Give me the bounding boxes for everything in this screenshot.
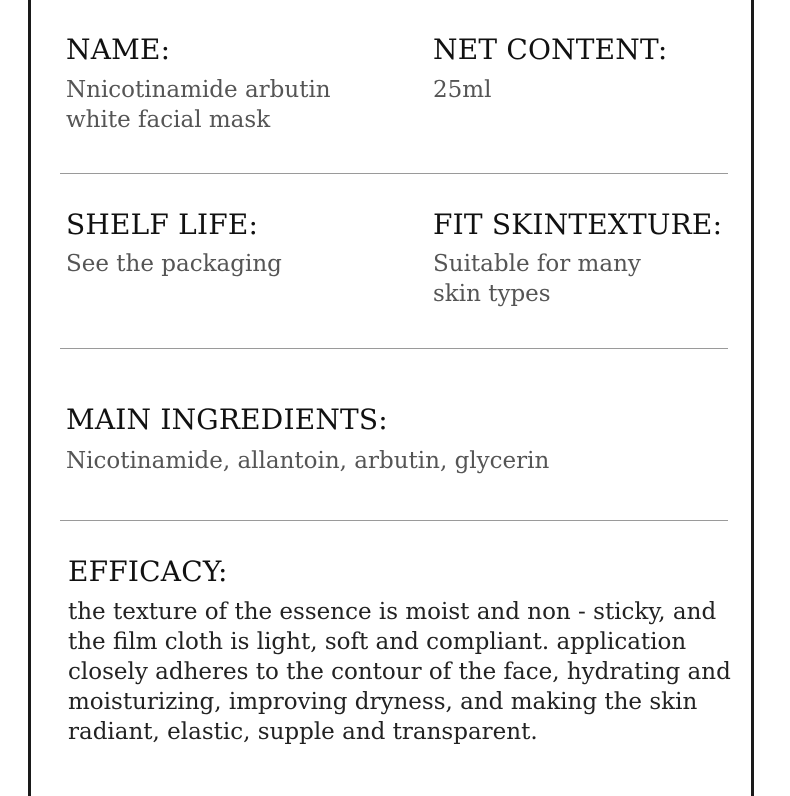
net-content-value: 25ml xyxy=(433,77,492,103)
main-ingredients-label: MAIN INGREDIENTS: xyxy=(66,403,388,436)
efficacy-label: EFFICACY: xyxy=(68,555,228,588)
divider-3 xyxy=(60,520,728,521)
fit-skin-texture-value: Suitable for many skin types xyxy=(433,251,641,307)
name-label: NAME: xyxy=(66,33,171,66)
efficacy-value: the texture of the essence is moist and non - sticky, and the film cloth is light, soft and compliant. application closely adheres to the contour of the face, hydrating and moisturizing, improving dryness, and making the skin radiant, elastic, supple and transparent. xyxy=(68,599,731,745)
fit-skin-texture-label: FIT SKINTEXTURE: xyxy=(433,208,723,241)
net-content-label: NET CONTENT: xyxy=(433,33,668,66)
divider-1 xyxy=(60,173,728,174)
shelf-life-label: SHELF LIFE: xyxy=(66,208,259,241)
main-ingredients-value: Nicotinamide, allantoin, arbutin, glycerin xyxy=(66,448,550,474)
shelf-life-value: See the packaging xyxy=(66,251,282,277)
divider-2 xyxy=(60,348,728,349)
name-value: Nnicotinamide arbutin white facial mask xyxy=(66,77,331,133)
